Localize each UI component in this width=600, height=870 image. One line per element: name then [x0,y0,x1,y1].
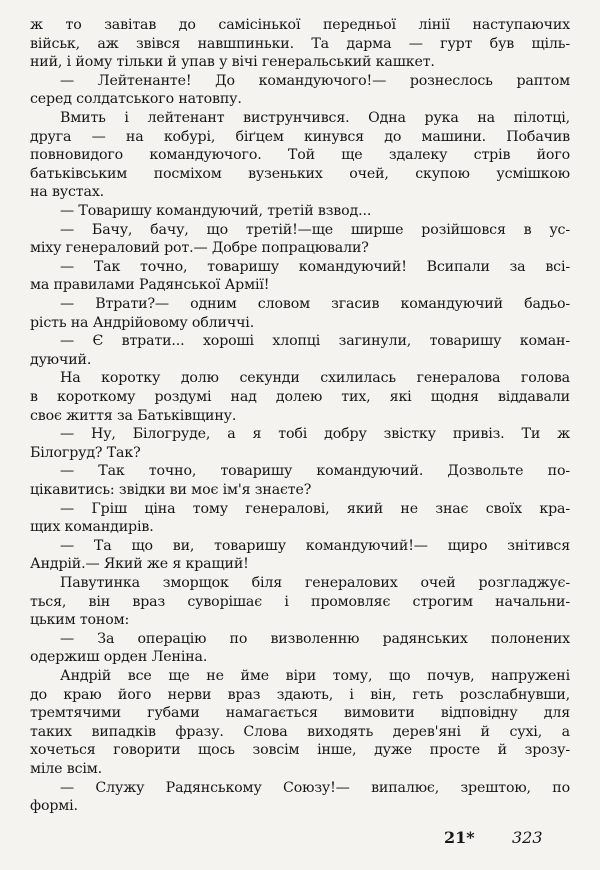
printer-signature: 21* [444,828,475,847]
text-line: Андрій все ще не йме віри тому, що почув, напружені [60,668,570,684]
text-line: цьким тоном: [30,612,130,629]
text-line: формі. [30,798,78,815]
text-line: — Служу Радянському Союзу!— випалює, зрештою, по [60,779,570,796]
text-line: рість на Андрійовому обличчі. [30,314,255,331]
text-line: Білогруд? Так? [30,444,141,461]
text-line: ма правилами Радянської Армії! [30,277,270,294]
text-line: — Так точно, товаришу командуючий. Дозвольте по- [60,463,570,480]
text-line: Андрій.— Який же я кращий! [30,556,249,573]
text-line: — Та що ви, товаришу командуючий!— щиро знітився [60,537,570,554]
page-footer [0,828,600,854]
text-line: батьківським посміхом вузеньких очей, скупою усмішкою [30,165,570,182]
text-line: На коротку долю секунди схилилась генералова голова [60,370,570,387]
text-line: ж то завітав до самісінької передньої лінії наступаючих [30,17,570,33]
text-line: щих командирів. [30,519,154,536]
page-number: 323 [512,828,543,847]
text-line: хочеться говорити щось зовсім інше, дуже просте й зрозу- [30,742,570,759]
text-line: серед солдатського натовпу. [30,91,242,108]
text-line: в короткому роздумі над долею тих, які щодня віддавали [30,389,570,405]
text-line: міле всім. [30,761,103,777]
text-line: до краю його нерви враз здають, і він, геть розслабнувши, [30,686,570,703]
text-line: таких випадків фразу. Слова виходять дерев'яні й сухі, а [30,723,570,740]
text-line: ний, і йому тільки й упав у вічі генеральський кашкет. [30,54,435,71]
text-line: на вустах. [30,184,105,201]
text-line: дуючий. [30,351,92,368]
text-line: своє життя за Батьківщину. [30,407,237,424]
text-line: — Бачу, бачу, що третій!—ще ширше розійшовся в ус- [60,221,570,238]
text-line: міху генераловий рот.— Добре попрацювали? [30,240,369,257]
text-line: військ, аж звівся навшпиньки. Та дарма — гурт був щіль- [30,35,570,52]
text-line: цікавитись: звідки ви моє ім'я знаєте? [30,482,312,498]
text-line: — Ну, Білогруде, а я тобі добру звістку привіз. Ти ж [60,426,570,443]
text-line: Павутинка зморщок біля генералових очей розгладжує- [60,575,570,591]
text-line: друга — на кобурі, біґцем кинувся до машини. Побачив [30,128,570,145]
text-line: — За операцію по визволенню радянських полонених [60,630,570,647]
text-line: — Так точно, товаришу командуючий! Всипали за всі- [60,258,570,275]
text-line: — Втрати?— одним словом згасив командуючий бадьо- [60,296,570,312]
text-line: тремтячими губами намагається вимовити відповідну для [30,705,570,722]
text-line: Вмить і лейтенант виструнчився. Одна рука на пілотці, [60,110,570,126]
book-page [30,16,570,816]
text-line: повновидого командуючого. Той ще здалеку стрів його [30,147,570,164]
text-line: — Гріш ціна тому генералові, який не знає своїх кра- [60,500,570,517]
text-line: — Є втрати... хороші хлопці загинули, товаришу коман- [60,333,570,350]
text-line: — Лейтенанте! До командуючого!— рознеслось раптом [60,72,570,89]
text-line: одержиш орден Леніна. [30,649,208,666]
text-line: — Товаришу командуючий, третій взвод... [60,203,372,219]
text-line: ться, він враз суворішає і промовляє строгим начальни- [30,593,570,610]
